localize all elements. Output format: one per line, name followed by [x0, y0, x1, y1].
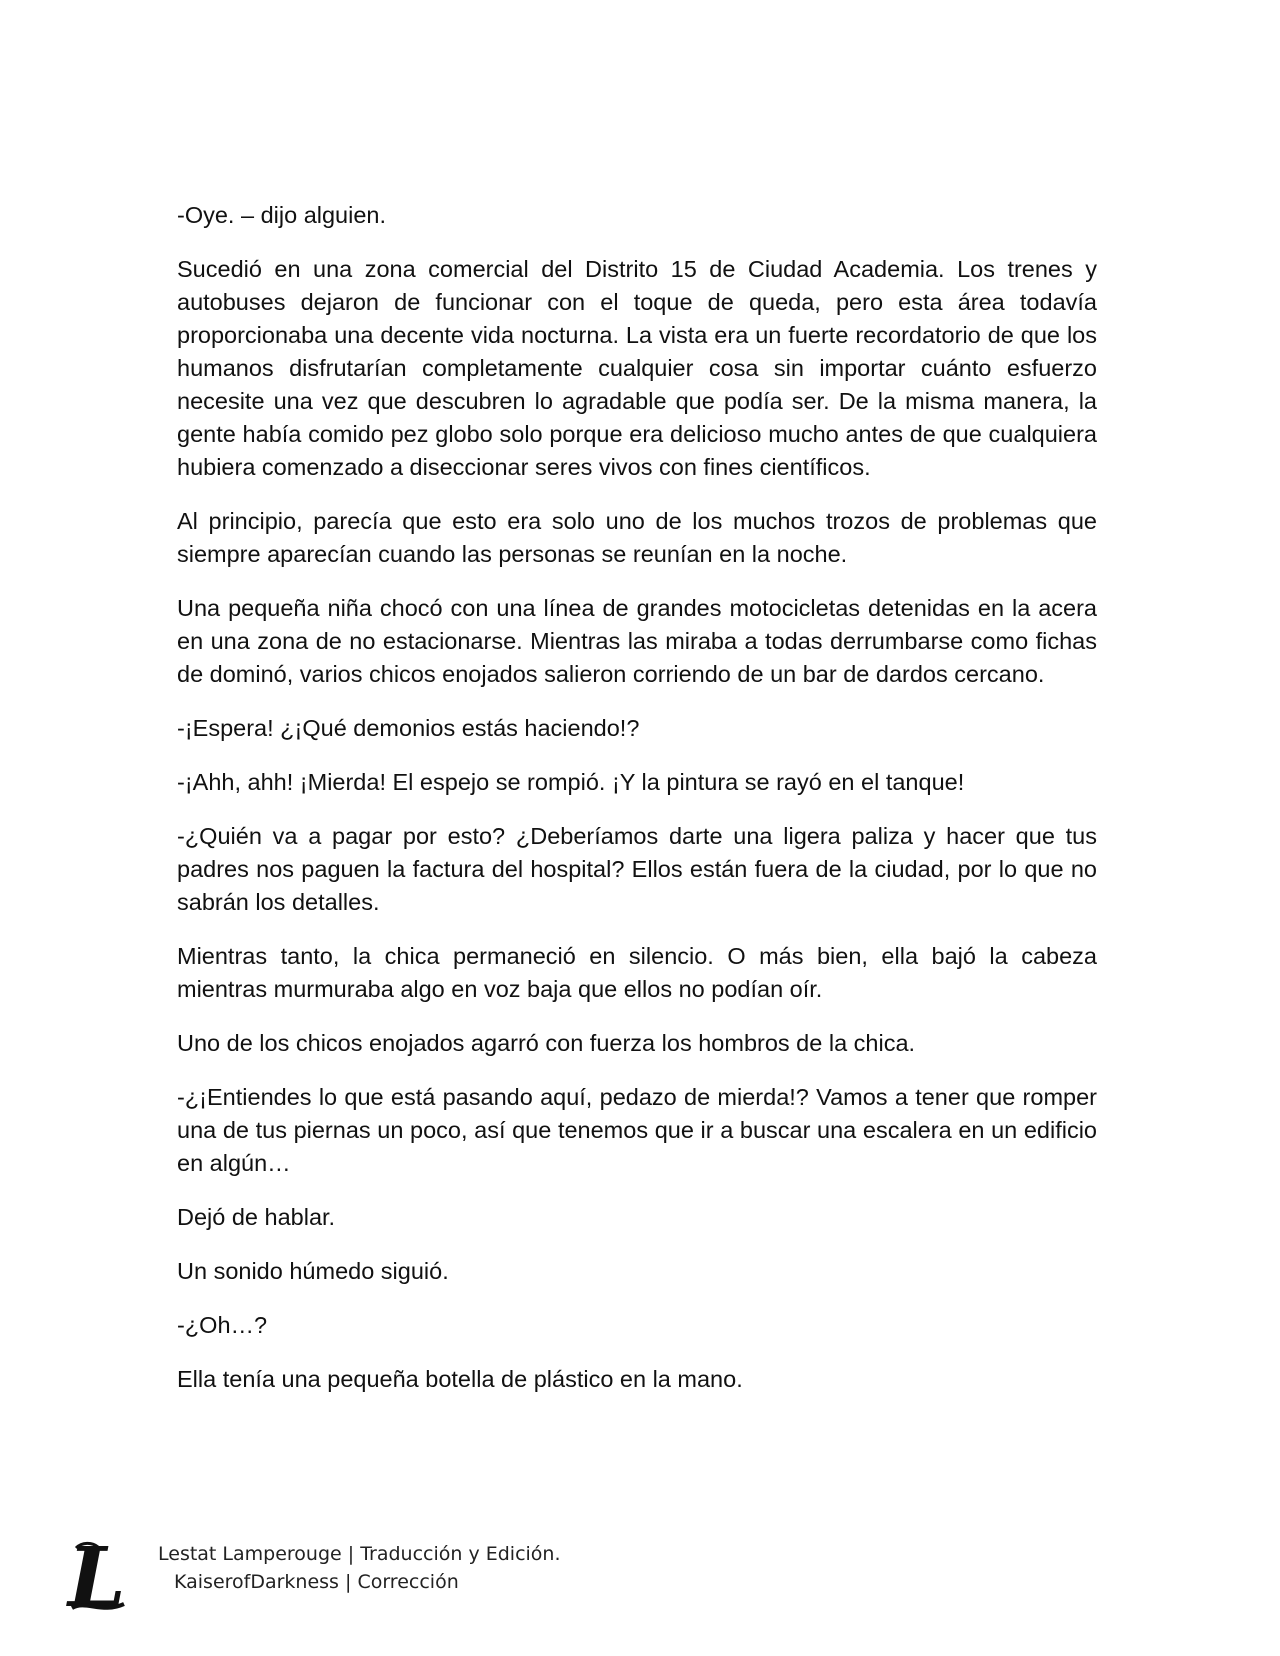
paragraph: Un sonido húmedo siguió. [177, 1258, 449, 1284]
footer [66, 1538, 666, 1618]
paragraph: -¡Espera! ¿¡Qué demonios estás haciendo!? [177, 715, 640, 741]
svg-text:L: L [68, 1538, 126, 1618]
paragraph: -¿Quién va a pagar por esto? ¿Deberíamos darte una ligera paliza y hacer que tus padres nos paguen la factura del hospital? Ellos están fuera de la ciudad, por lo que no sabrán los detalles. [177, 823, 1097, 915]
paragraph: -¿Oh…? [177, 1312, 268, 1338]
page-body [177, 199, 1097, 1417]
paragraph: -Oye. – dijo alguien. [177, 202, 387, 228]
paragraph: Uno de los chicos enojados agarró con fuerza los hombros de la chica. [177, 1030, 916, 1056]
paragraph: -¿¡Entiendes lo que está pasando aquí, pedazo de mierda!? Vamos a tener que romper una de tus piernas un poco, así que tenemos que ir a buscar una escalera en un edificio en algún… [177, 1084, 1097, 1176]
credit-line-correction: KaiserofDarkness | Corrección [174, 1571, 459, 1593]
paragraph: Al principio, parecía que esto era solo uno de los muchos trozos de problemas que siempre aparecían cuando las personas se reunían en la noche. [177, 508, 1097, 567]
paragraph: Una pequeña niña chocó con una línea de grandes motocicletas detenidas en la acera en una zona de no estacionarse. Mientras las miraba a todas derrumbarse como fichas de dominó, varios chicos enojados salieron corriendo de un bar de dardos cercano. [177, 595, 1097, 687]
gothic-l-logo-icon [66, 1538, 128, 1618]
credits [158, 1540, 561, 1596]
paragraph: Mientras tanto, la chica permaneció en silencio. O más bien, ella bajó la cabeza mientras murmuraba algo en voz baja que ellos no podían oír. [177, 943, 1097, 1002]
paragraph: -¡Ahh, ahh! ¡Mierda! El espejo se rompió. ¡Y la pintura se rayó en el tanque! [177, 769, 965, 795]
paragraph: Dejó de hablar. [177, 1204, 336, 1230]
credit-line-translation: Lestat Lamperouge | Traducción y Edición. [158, 1543, 561, 1565]
paragraph: Sucedió en una zona comercial del Distrito 15 de Ciudad Academia. Los trenes y autobuses dejaron de funcionar con el toque de queda, pero esta área todavía proporcionaba una decente vida nocturna. La vista era un fuerte recordatorio de que los humanos disfrutarían completamente cualquier cosa sin importar cuánto esfuerzo necesite una vez que descubren lo agradable que podía ser. De la misma manera, la gente había comido pez globo solo porque era delicioso mucho antes de que cualquiera hubiera comenzado a diseccionar seres vivos con fines científicos. [177, 256, 1097, 480]
paragraph: Ella tenía una pequeña botella de plástico en la mano. [177, 1366, 743, 1392]
